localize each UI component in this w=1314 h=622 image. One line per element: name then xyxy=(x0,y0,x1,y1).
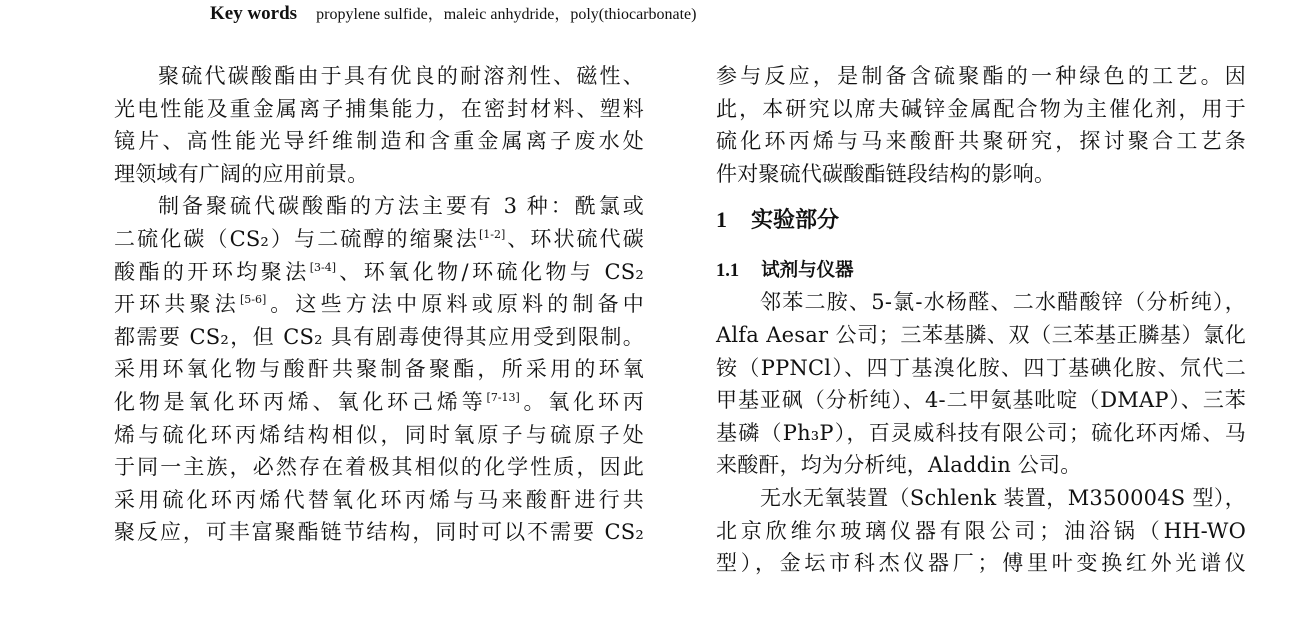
subsection-number: 1.1 xyxy=(716,261,740,282)
text-line: 理领域有广阔的应用前景。 xyxy=(114,161,369,186)
text-line: 聚反应，可丰富聚酯链节结构，同时可以不需要 CS₂ xyxy=(114,520,644,545)
subsection-title: 试剂与仪器 xyxy=(761,260,854,282)
text-line: 镜片、高性能光导纤维制造和含重金属离子废水处 xyxy=(114,129,644,154)
text-line: 型），金坛市科杰仪器厂；傅里叶变换红外光谱仪 xyxy=(716,551,1246,576)
subsection-heading xyxy=(716,256,1246,286)
text-line: 邻苯二胺、5-氯-水杨醛、二水醋酸锌（分析纯）， xyxy=(760,290,1246,315)
text-line: 甲基亚砜（分析纯）、4-二甲氨基吡啶（DMAP）、三苯 xyxy=(716,388,1246,413)
paragraph-continuation xyxy=(716,60,1246,190)
text-line: 来酸酐，均为分析纯，Aladdin 公司。 xyxy=(716,453,1082,478)
keywords-label: Key words xyxy=(210,3,298,24)
paragraph-intro xyxy=(114,60,644,190)
text-line: 二硫化碳（CS₂）与二硫醇的缩聚法[1-2]、环状硫代碳 xyxy=(114,226,644,251)
text-line: 烯与硫化环丙烯结构相似，同时氧原子与硫原子处 xyxy=(114,422,644,447)
text-line: 制备聚硫代碳酸酯的方法主要有 3 种：酰氯或 xyxy=(158,194,644,219)
paragraph-methods xyxy=(114,190,644,549)
text-line: 酸酯的开环均聚法[3-4]、环氧化物/环硫化物与 CS₂ xyxy=(114,259,644,284)
section-title: 实验部分 xyxy=(751,208,840,234)
citation-ref: [5-6] xyxy=(239,293,267,307)
text-line: 北京欣维尔玻璃仪器有限公司；油浴锅（HH-WO xyxy=(716,518,1246,543)
keywords-line xyxy=(210,2,697,27)
keywords-text: propylene sulfide，maleic anhydride，poly(thiocarbonate) xyxy=(316,6,697,23)
text-line: 此，本研究以席夫碱锌金属配合物为主催化剂，用于 xyxy=(716,96,1246,121)
text-line: 参与反应，是制备含硫聚酯的一种绿色的工艺。因 xyxy=(716,64,1246,88)
section-number: 1 xyxy=(716,207,727,233)
text-line: 硫化环丙烯与马来酸酐共聚研究，探讨聚合工艺条 xyxy=(716,129,1246,154)
text-line: 铵（PPNCl）、四丁基溴化胺、四丁基碘化胺、氘代二 xyxy=(716,355,1246,380)
citation-ref: [7-13] xyxy=(486,390,520,404)
paragraph-reagents xyxy=(716,286,1246,482)
text-line: 都需要 CS₂，但 CS₂ 具有剧毒使得其应用受到限制。 xyxy=(114,324,644,349)
paragraph-instruments xyxy=(716,482,1246,580)
text-line: 光电性能及重金属离子捕集能力，在密封材料、塑料 xyxy=(114,96,644,121)
text-line: 化物是氧化环丙烯、氧化环己烯等[7-13]。氧化环丙 xyxy=(114,389,645,414)
text-line: 无水无氧装置（Schlenk 装置，M350004S 型）， xyxy=(760,485,1246,510)
text-line: 基磷（Ph₃P），百灵威科技有限公司；硫化环丙烯、马 xyxy=(716,420,1246,445)
left-column xyxy=(114,60,644,549)
text-line: 开环共聚法[5-6]。这些方法中原料或原料的制备中 xyxy=(114,292,645,317)
text-line: 件对聚硫代碳酸酯链段结构的影响。 xyxy=(716,161,1056,186)
text-line: Alfa Aesar 公司；三苯基膦、双（三苯基正膦基）氯化 xyxy=(716,322,1246,347)
text-line: 采用环氧化物与酸酐共聚制备聚酯，所采用的环氧 xyxy=(114,357,644,382)
text-line: 聚硫代碳酸酯由于具有优良的耐溶剂性、磁性、 xyxy=(158,64,644,88)
section-heading xyxy=(716,194,1246,246)
text-line: 采用硫化环丙烯代替氧化环丙烯与马来酸酐进行共 xyxy=(114,487,644,512)
text-line: 于同一主族，必然存在着极其相似的化学性质，因此 xyxy=(114,455,644,480)
citation-ref: [3-4] xyxy=(309,260,336,274)
citation-ref: [1-2] xyxy=(479,227,506,241)
right-column xyxy=(716,60,1246,580)
